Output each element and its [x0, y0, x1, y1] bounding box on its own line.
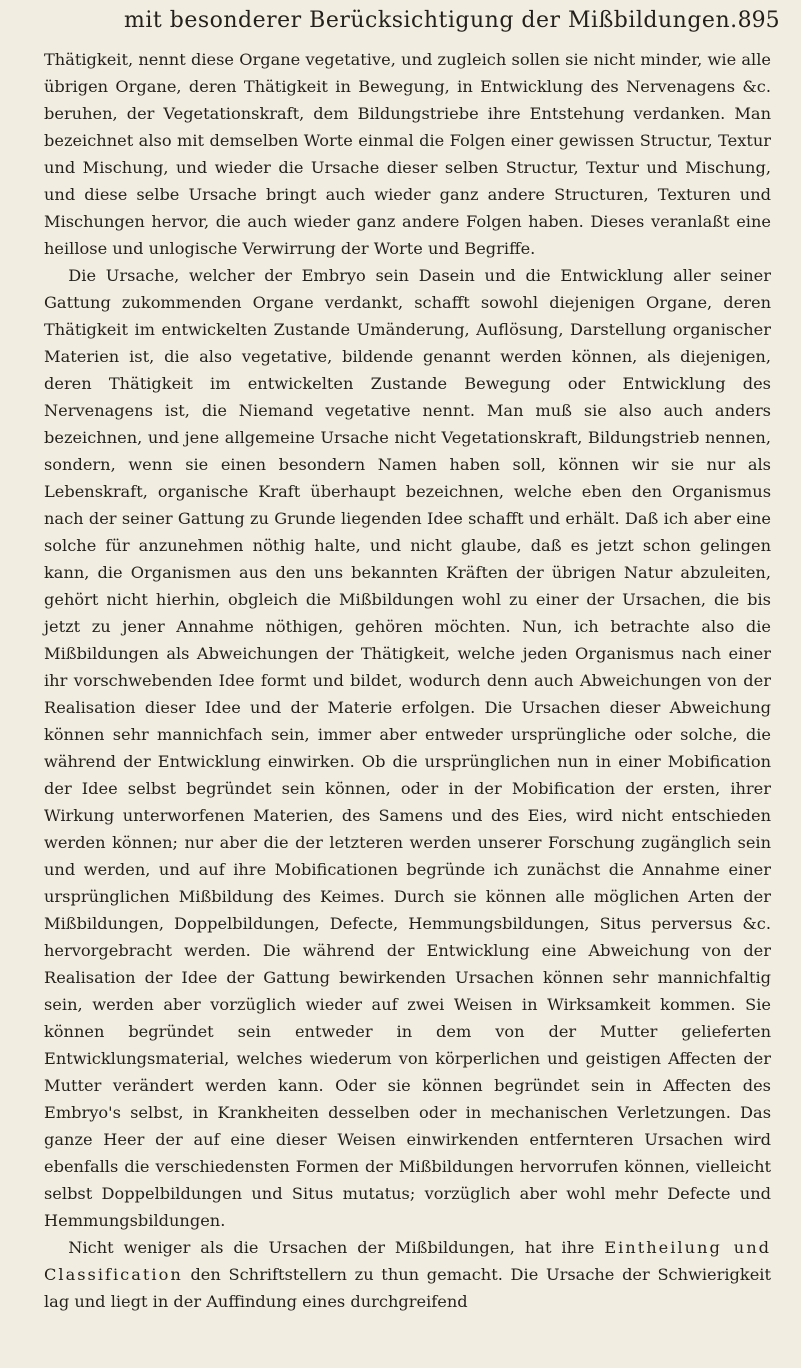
paragraph-3-text-after: den Schriftstellern zu thun gemacht. Die Ursache der Schwierigkeit lag und liegt in der Auffindung eines durchgreifend [44, 1265, 771, 1311]
page-number: 895 [737, 8, 780, 33]
running-title: mit besonderer Berücksichtigung der Mißbildungen. [124, 8, 738, 33]
paragraph-3 [44, 1234, 771, 1315]
paragraph-1: Thätigkeit, nennt diese Organe vegetative, und zugleich sollen sie nicht minder, wie alle übrigen Organe, deren Thätigkeit in Bewegung, in Entwicklung des Nervenagens &c. beruhen, der Vegetationskraft, dem Bildungstriebe ihre Entstehung verdanken. Man bezeichnet also mit demselben Worte einmal die Folgen einer gewissen Structur, Textur und Mischung, und wieder die Ursache dieser selben Structur, Textur und Mischung, und diese selbe Ursache bringt auch wieder ganz andere Structuren, Texturen und Mischungen hervor, die auch wieder ganz andere Folgen haben. Dieses veranlaßt eine heillose und unlogische Verwirrung der Worte und Begriffe. [44, 50, 771, 258]
paragraph-2: Die Ursache, welcher der Embryo sein Dasein und die Entwicklung aller seiner Gattung zukommenden Organe verdankt, schafft sowohl diejenigen Organe, deren Thätigkeit im entwickelten Zustande Umänderung, Auflösung, Darstellung organischer Materien ist, die also vegetative, bildende genannt werden können, als diejenigen, deren Thätigkeit im entwickelten Zustande Bewegung oder Entwicklung des Nervenagens ist, die Niemand vegetative nennt. Man muß sie also auch anders bezeichnen, und jene allgemeine Ursache nicht Vegetationskraft, Bildungstrieb nennen, sondern, wenn sie einen besondern Namen haben soll, können wir sie nur als Lebenskraft, organische Kraft überhaupt bezeichnen, welche eben den Organismus nach der seiner Gattung zu Grunde liegenden Idee schafft und erhält. Daß ich aber eine solche für anzunehmen nöthig halte, und nicht glaube, daß es jetzt schon gelingen kann, die Organismen aus den uns bekannten Kräften der übrigen Natur abzuleiten, gehört nicht hierhin, obgleich die Mißbildungen wohl zu einer der Ursachen, die bis jetzt zu jener Annahme nöthigen, gehören möchten. Nun, ich betrachte also die Mißbildungen als Abweichungen der Thätigkeit, welche jeden Organismus nach einer ihr vorschwebenden Idee formt und bildet, wodurch denn auch Abweichungen von der Realisation dieser Idee und der Materie erfolgen. Die Ursachen dieser Abweichung können sehr mannichfach sein, immer aber entweder ursprüngliche oder solche, die während der Entwicklung einwirken. Ob die ursprünglichen nun in einer Mobification der Idee selbst begründet sein können, oder in der Mobification der ersten, ihrer Wirkung unterworfenen Materien, des Samens und des Eies, wird nicht entschieden werden können; nur aber die der letzteren werden unserer Forschung zugänglich sein und werden, und auf ihre Mobificationen begründe ich zunächst die Annahme einer ursprünglichen Mißbildung des Keimes. Durch sie können alle möglichen Arten der Mißbildungen, Doppelbildungen, Defecte, Hemmungsbildungen, Situs perversus &c. hervorgebracht werden. Die während der Entwicklung eine Abweichung von der Realisation der Idee der Gattung bewirkenden Ursachen können sehr mannichfaltig sein, werden aber vorzüglich wieder auf zwei Weisen in Wirksamkeit kommen. Sie können begründet sein entweder in dem von der Mutter gelieferten Entwicklungsmaterial, welches wiederum von körperlichen und geistigen Affecten der Mutter verändert werden kann. Oder sie können begründet sein in Affecten des Embryo's selbst, in Krankheiten desselben oder in mechanischen Verletzungen. Das ganze Heer der auf eine dieser Weisen einwirkenden entfernteren Ursachen wird ebenfalls die verschiedensten Formen der Mißbildungen hervorrufen können, vielleicht selbst Doppelbildungen und Situs mutatus; vorzüglich aber wohl mehr Defecte und Hemmungsbildungen. [44, 266, 771, 1230]
emphasized-term: Eintheilung und Classification [44, 1238, 771, 1284]
paragraph-3-text-before: Nicht weniger als die Ursachen der Mißbildungen, hat ihre [68, 1238, 605, 1257]
running-head [44, 8, 780, 40]
body-text [44, 46, 771, 1315]
